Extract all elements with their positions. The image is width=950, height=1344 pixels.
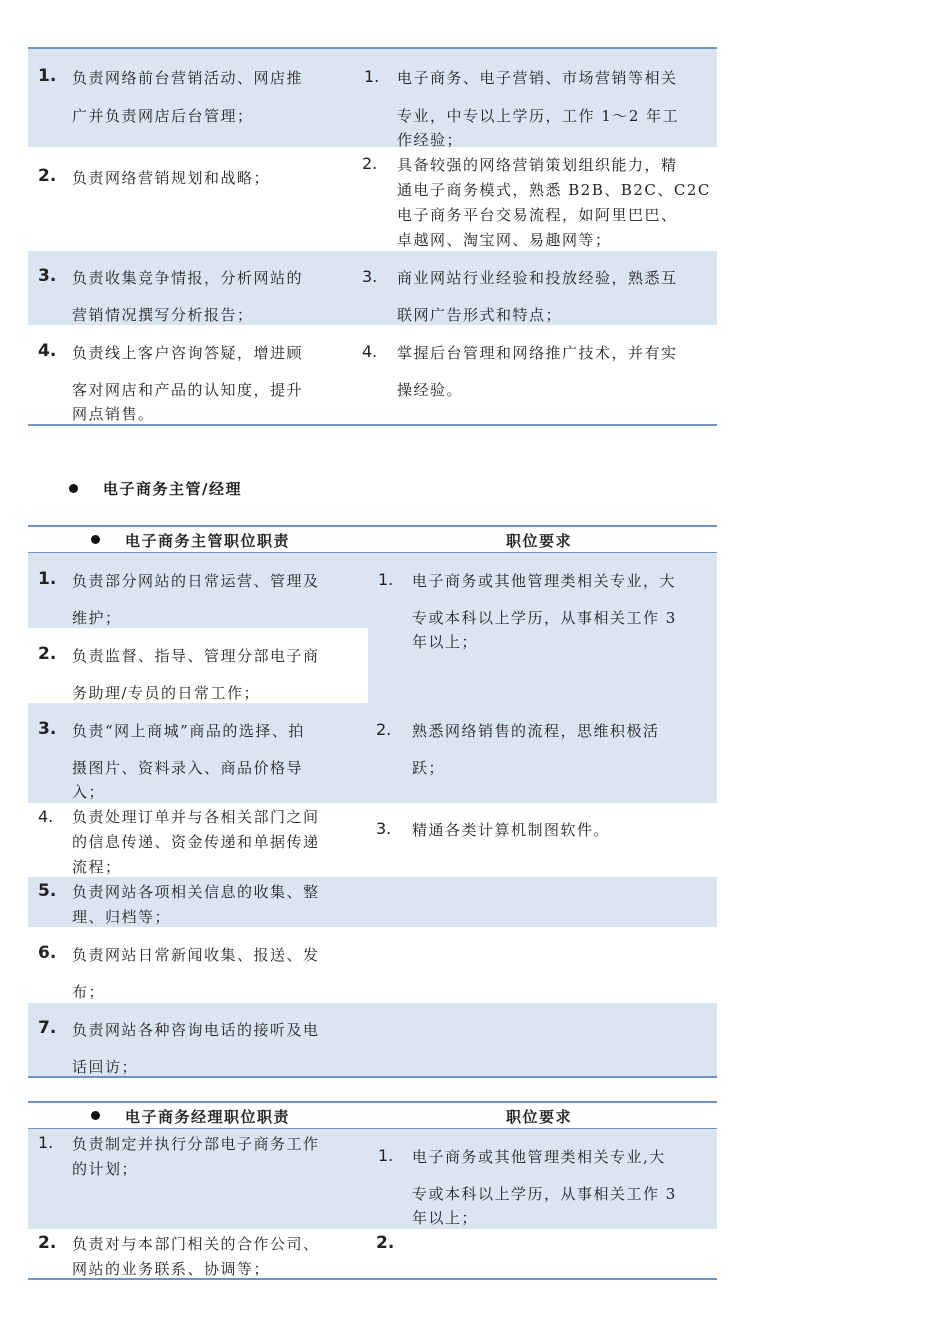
table-bottom-rule [28, 1076, 717, 1078]
duty-line: 负责监督、指导、管理分部电子商 [72, 647, 320, 665]
column-header-requirements: 职位要求 [506, 532, 573, 550]
duty-line: 负责收集竞争情报，分析网站的 [72, 269, 304, 287]
req-line: 跃； [412, 759, 446, 777]
job-table-1 [28, 47, 717, 427]
bullet-icon [91, 1111, 100, 1120]
duty-line: 负责网络前台营销活动、网店推 [72, 69, 304, 87]
req-number: 2. [376, 720, 392, 739]
duty-line: 负责网络营销规划和战略； [72, 169, 271, 187]
duty-line: 负责处理订单并与各相关部门之间 [72, 808, 320, 826]
duty-line: 广并负责网店后台管理； [72, 107, 254, 125]
req-line: 年以上； [412, 633, 479, 651]
duty-line: 负责对与本部门相关的合作公司、 [72, 1235, 320, 1253]
duty-line: 负责线上客户咨询答疑，增进顾 [72, 344, 304, 362]
duty-3-shade [28, 703, 717, 803]
req-number: 1. [364, 67, 380, 86]
duty-number: 7. [38, 1018, 57, 1038]
column-header-requirements: 职位要求 [506, 1108, 573, 1126]
req-number: 1. [378, 570, 394, 589]
req-line: 精通各类计算机制图软件。 [412, 821, 611, 839]
req-line: 电子商务或其他管理类相关专业，大 [412, 572, 677, 590]
req-line: 掌握后台管理和网络推广技术，并有实 [397, 344, 678, 362]
duty-line: 布； [72, 983, 106, 1001]
duty-line: 入； [72, 783, 106, 801]
req-number: 4. [362, 342, 378, 361]
duty-line: 话回访； [72, 1058, 139, 1076]
req-line: 操经验。 [397, 381, 464, 399]
table-top-rule [28, 525, 717, 527]
row-1-shade [28, 49, 717, 147]
duty-number: 2. [38, 166, 57, 186]
duty-line: 摄图片、资料录入、商品价格导 [72, 759, 304, 777]
req-line: 电子商务平台交易流程，如阿里巴巴、 [397, 206, 678, 224]
req-line: 专或本科以上学历，从事相关工作 3 [412, 609, 677, 627]
duty-line: 负责网站各项相关信息的收集、整 [72, 883, 320, 901]
duty-line: 的计划； [72, 1160, 139, 1178]
duty-number: 1. [38, 1133, 54, 1152]
req-number: 1. [378, 1146, 394, 1165]
duty-line: 流程； [72, 858, 122, 876]
duty-line: 理、归档等； [72, 908, 172, 926]
req-line: 电子商务或其他管理类相关专业,大 [412, 1148, 666, 1166]
req-line: 电子商务、电子营销、市场营销等相关 [397, 69, 678, 87]
section-title: 电子商务主管/经理 [103, 480, 242, 498]
duty-number: 6. [38, 943, 57, 963]
duty-number: 1. [38, 66, 57, 86]
req-line: 具备较强的网络营销策划组织能力，精 [397, 156, 678, 174]
duty-line: 的信息传递、资金传递和单据传递 [72, 833, 320, 851]
req-line: 商业网站行业经验和投放经验，熟悉互 [397, 269, 678, 287]
req-line: 专或本科以上学历，从事相关工作 3 [412, 1185, 677, 1203]
duty-number: 3. [38, 719, 57, 739]
req-line: 作经验； [397, 131, 464, 149]
job-table-2 [28, 525, 717, 1080]
column-header-duties: 电子商务主管职位职责 [125, 532, 291, 550]
bullet-icon [69, 484, 78, 493]
duty-line: 负责网站日常新闻收集、报送、发 [72, 946, 320, 964]
duty-line: 网点销售。 [72, 405, 155, 423]
duty-line: 客对网店和产品的认知度，提升 [72, 381, 304, 399]
column-header-duties: 电子商务经理职位职责 [125, 1108, 291, 1126]
table-bottom-rule [28, 1278, 717, 1280]
table-bottom-rule [28, 424, 717, 426]
req-line: 年以上； [412, 1209, 479, 1227]
duty-line: 维护； [72, 609, 122, 627]
req-number: 3. [376, 819, 392, 838]
duty-line: 负责网站各种咨询电话的接听及电 [72, 1021, 320, 1039]
req-line: 卓越网、淘宝网、易趣网等； [397, 231, 612, 249]
duty-number: 4. [38, 807, 54, 826]
duty-number: 2. [38, 644, 57, 664]
req-line: 专业，中专以上学历，工作 1～2 年工 [397, 107, 680, 125]
duty-line: 负责制定并执行分部电子商务工作 [72, 1135, 320, 1153]
job-table-3 [28, 1101, 717, 1281]
bullet-icon [91, 535, 100, 544]
duty-line: 网站的业务联系、协调等； [72, 1260, 271, 1278]
duty-number: 2. [38, 1233, 57, 1253]
duty-line: 务助理/专员的日常工作； [72, 684, 261, 702]
req-line: 联网广告形式和特点； [397, 306, 563, 324]
table-top-rule [28, 1101, 717, 1103]
req-number: 2. [376, 1233, 395, 1253]
duty-line: 负责部分网站的日常运营、管理及 [72, 572, 320, 590]
duty-number: 1. [38, 569, 57, 589]
req-line: 熟悉网络销售的流程，思维积极活 [412, 722, 660, 740]
duty-line: 营销情况撰写分析报告； [72, 306, 254, 324]
duty-number: 5. [38, 881, 57, 901]
duty-line: 负责“网上商城”商品的选择、拍 [72, 722, 305, 740]
req-line: 通电子商务模式，熟悉 B2B、B2C、C2C [397, 181, 711, 199]
duty-number: 4. [38, 341, 57, 361]
req-number: 3. [362, 267, 378, 286]
duty-number: 3. [38, 266, 57, 286]
req-number: 2. [362, 154, 378, 173]
